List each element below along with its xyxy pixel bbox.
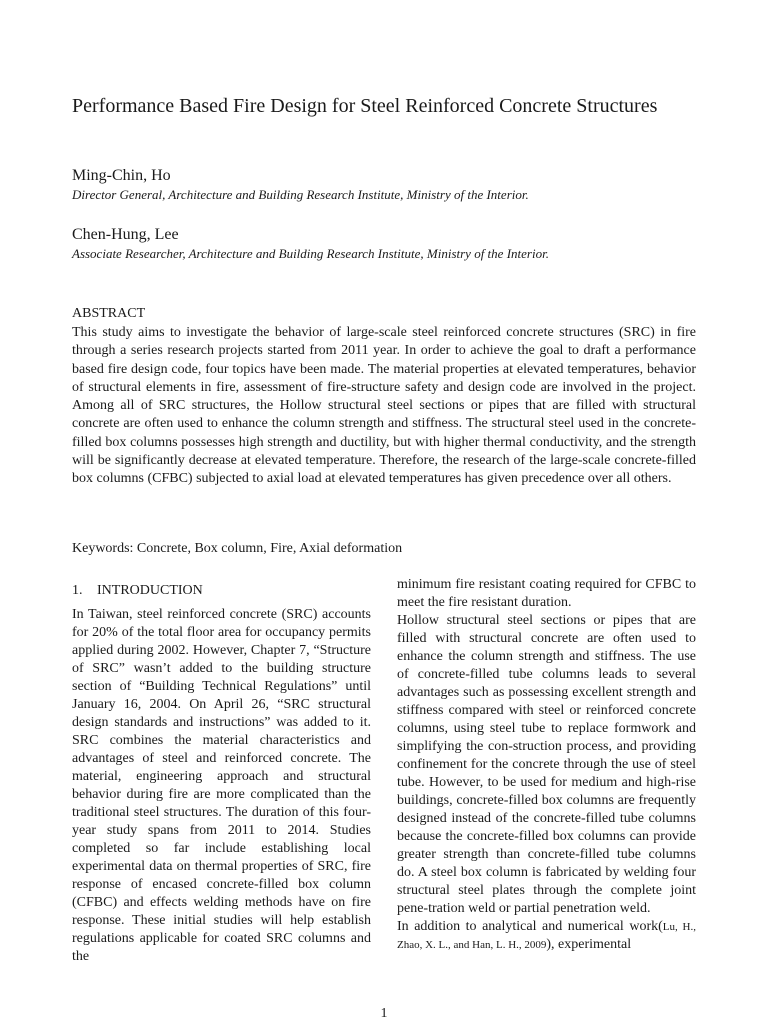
author-affiliation-1: Director General, Architecture and Building Research Institute, Ministry of the Interior. [72,187,529,202]
author-name-1: Ming-Chin, Ho [72,167,171,184]
paragraph-lead: In addition to analytical and numerical work( [397,919,663,934]
author-affiliation-2: Associate Researcher, Architecture and Building Research Institute, Ministry of the Interior. [72,246,549,261]
abstract-heading: ABSTRACT [72,306,146,321]
section-title: INTRODUCTION [97,583,203,598]
right-paragraph-2: Hollow structural steel sections or pipes that are filled with structural concrete are often used to enhance the column strength and stiffness. The use of concrete-filled tube columns leads to several advantages such as possessing excellent strength and stiffness compared with steel or reinforced concrete columns, using steel tube to replace formwork and simplifying the con-struction process, and providing confinement for the concrete through the use of steel tube. However, to be used for medium and high-rise buildings, concrete-filled box columns are frequently designed instead of the concrete-filled tube columns because the concrete-filled box columns can provide greater strength than concrete-filled tube columns do. A steel box column is fabricated by welding four structural steel plates through the complete joint pene-tration weld or partial penetration weld. [397,613,696,916]
section-number: 1. [72,583,83,598]
paper-title: Performance Based Fire Design for Steel Reinforced Concrete Structures [72,95,658,117]
keywords: Keywords: Concrete, Box column, Fire, Axial deformation [72,541,403,556]
section-heading [72,582,371,600]
abstract-text: This study aims to investigate the behavior of large-scale steel reinforced concrete structures (SRC) in fire through a series research projects started from 2011 year. In order to achieve the goal to draft a performance based fire design code, four topics have been made. The material properties at elevated temperatures, behavior of structural elements in fire, assessment of fire-structure safety and design code are involved in the project. Among all of SRC structures, the Hollow structural steel sections or pipes that are filled with structural concrete are often used to enhance the column strength and stiffness. The structural steel used in the concrete-filled box columns possesses high strength and ductility, but with higher thermal conductivity, and the strength will be significantly decrease at elevated temperature. Therefore, the research of the large-scale concrete-filled box columns (CFBC) subjected to axial load at elevated temperatures has given precedence over all others. [72,325,696,487]
right-paragraph-3 [397,918,696,954]
left-column [72,576,371,966]
page-number: 1 [380,1006,388,1021]
intro-paragraph: In Taiwan, steel reinforced concrete (SRC) accounts for 20% of the total floor area for occupancy permits applied during 2002. However, Chapter 7, “Structure of SRC” wasn’t added to the building structure section of “Building Technical Regulations” until January 16, 2004. On April 26, “SRC structural design standards and instructions” was added to it. SRC combines the material characteristics and advantages of steel and reinforced concrete. The material, engineering approach and structural behavior during fire are more complicated than the traditional steel structures. The duration of this four-year study spans from 2011 to 2014. Studies completed so far include establishing local experimental data on thermal properties of SRC, fire response of encased concrete-filled box column (CFBC) and effects welding methods have on fire response. These initial studies will help establish regulations applicable for coated SRC columns and the [72,607,371,964]
author-name-2: Chen-Hung, Lee [72,226,179,243]
citation: Lu, H., Zhao, X. L., and Han, L. H., 2009 [397,921,696,951]
paragraph-tail: ), experimental [546,937,632,952]
right-column [397,576,696,954]
right-paragraph-1: minimum fire resistant coating required for CFBC to meet the fire resistant duration. [397,577,696,610]
